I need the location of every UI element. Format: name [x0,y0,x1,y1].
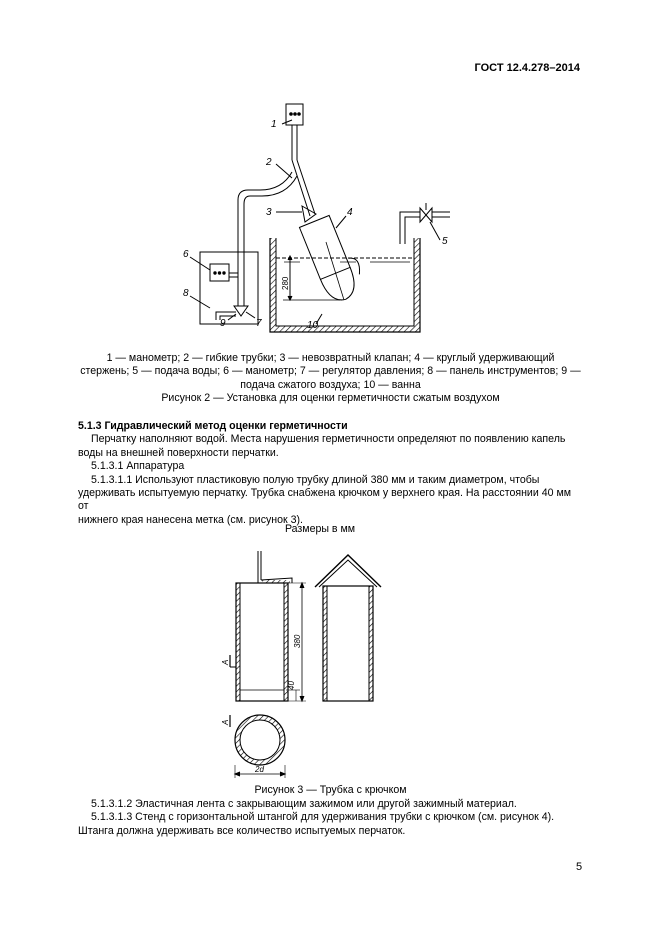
figure-3-drawing [230,551,381,778]
paragraph-line: нижнего края нанесена метка (см. рисунок 3). [78,513,303,526]
dimension-280: 280 [281,276,290,290]
figure-2-caption: Рисунок 2 — Установка для оценки герметичности сжатым воздухом [161,392,500,405]
legend-line: 1 — манометр; 2 — гибкие трубки; 3 — невозвратный клапан; 4 — круглый удерживающий [106,352,555,364]
dimension-2d: 2d [255,765,264,774]
callout-7: 7 [256,318,262,329]
paragraph-line: 5.1.3.1.1 Используют пластиковую полую трубку длиной 380 мм и таким диаметром, чтобы [91,473,540,486]
figure-3-caption: Рисунок 3 — Трубка с крючком [254,784,407,796]
callout-3: 3 [266,207,272,218]
item-5-1-3-1: 5.1.3.1 Аппаратура [91,460,185,473]
items-after-figure-3 [78,798,583,838]
dimension-380: 380 [293,634,302,648]
paragraph-line: воды на внешней поверхности перчатки. [78,446,279,459]
callout-1: 1 [271,119,277,130]
document-code: ГОСТ 12.4.278–2014 [474,62,580,74]
section-5-1-3 [78,420,583,527]
legend-line: стержень; 5 — подача воды; 6 — манометр; 7 — регулятор давления; 8 — панель инструментов; 9 — [80,365,581,378]
callout-8: 8 [183,288,189,299]
paragraph-line: Штанга должна удерживать все количество испытуемых перчаток. [78,824,406,837]
paragraph-line: удерживать испытуемую перчатку. Трубка снабжена крючком у верхнего края. На расстоянии 40 мм от [78,487,572,513]
callout-10: 10 [307,320,319,331]
sizes-note: Размеры в мм [284,523,356,535]
callout-2: 2 [266,157,272,168]
section-mark-top: A [221,659,230,665]
page-number: 5 [576,861,583,873]
section-mark-bottom: A [221,719,230,725]
legend-line: подача сжатого воздуха; 10 — ванна [240,378,421,391]
section-heading: 5.1.3 Гидравлический метод оценки герметичности [78,420,348,432]
paragraph-line: 5.1.3.1.3 Стенд с горизонтальной штангой для удерживания трубки с крючком (см. рисунок 4). [91,811,555,824]
figure-2-drawing [190,104,450,332]
instrument-panel [200,252,258,324]
dimension-40: 40 [287,681,296,690]
item-5-1-3-1-2: 5.1.3.1.2 Эластичная лента с закрывающим зажимом или другой зажимный материал. [91,798,517,810]
figure-2-legend [70,352,591,406]
callout-9: 9 [220,318,226,329]
callout-6: 6 [183,249,189,260]
paragraph-line: Перчатку наполняют водой. Места нарушения герметичности определяют по появлению капель [91,433,566,446]
callout-5: 5 [442,236,448,247]
callout-4: 4 [347,207,353,218]
